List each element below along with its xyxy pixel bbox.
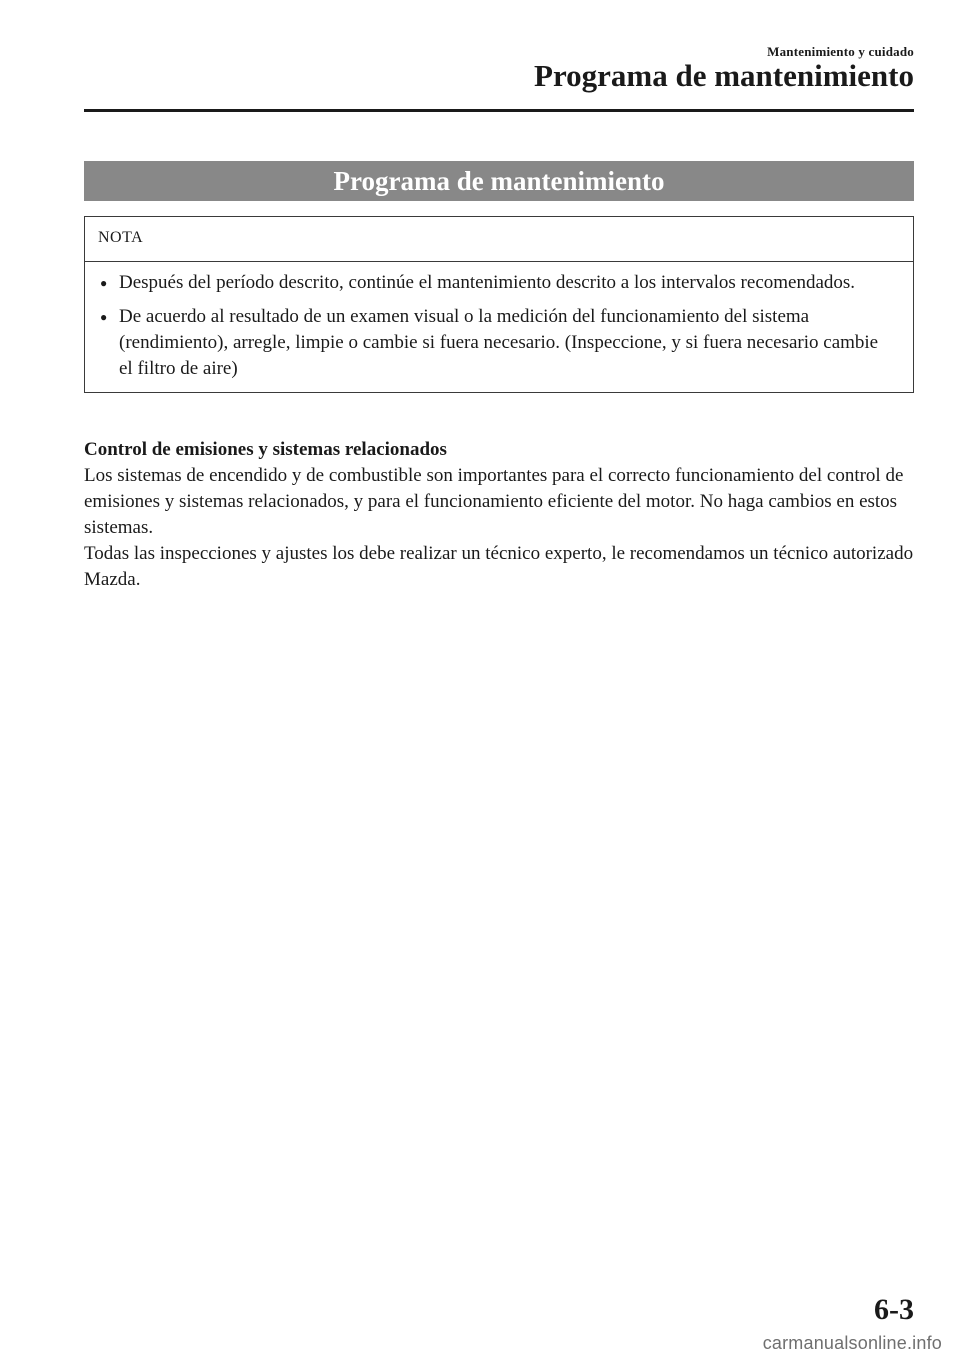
bullet-icon: ● bbox=[100, 310, 108, 324]
note-heading: NOTA bbox=[85, 217, 913, 262]
note-box bbox=[84, 216, 914, 393]
section-banner-title: Programa de mantenimiento bbox=[333, 165, 665, 196]
body-paragraph: Los sistemas de encendido y de combustible son importantes para el correcto funcionamiento del control de emisiones y sistemas relacionados, y para el funcionamiento eficiente del motor. No haga cambios en estos sistemas. bbox=[84, 465, 904, 538]
watermark-text: carmanualsonline.info bbox=[762, 1333, 942, 1353]
section-heading: Control de emisiones y sistemas relacionados bbox=[84, 439, 447, 460]
header-divider bbox=[84, 109, 914, 112]
note-item-text: De acuerdo al resultado de un examen visual o la medición del funcionamiento del sistema (rendimiento), arregle, limpie o cambie si fuera necesario. (Inspeccione, y si fuera necesario cambie el filtro de aire) bbox=[119, 306, 879, 379]
note-item bbox=[99, 270, 893, 296]
bullet-icon: ● bbox=[100, 276, 108, 290]
header-page-title: Programa de mantenimiento bbox=[534, 58, 914, 93]
header-section-label: Mantenimiento y cuidado bbox=[767, 44, 914, 59]
note-list bbox=[85, 262, 913, 392]
body-paragraph: Todas las inspecciones y ajustes los debe realizar un técnico experto, le recomendamos un técnico autorizado Mazda. bbox=[84, 543, 914, 590]
page-number: 6-3 bbox=[874, 1293, 914, 1326]
note-item bbox=[99, 304, 893, 382]
section-banner bbox=[84, 161, 914, 201]
body-section bbox=[84, 437, 914, 593]
note-item-text: Después del período descrito, continúe el mantenimiento descrito a los intervalos recomendados. bbox=[119, 272, 856, 293]
